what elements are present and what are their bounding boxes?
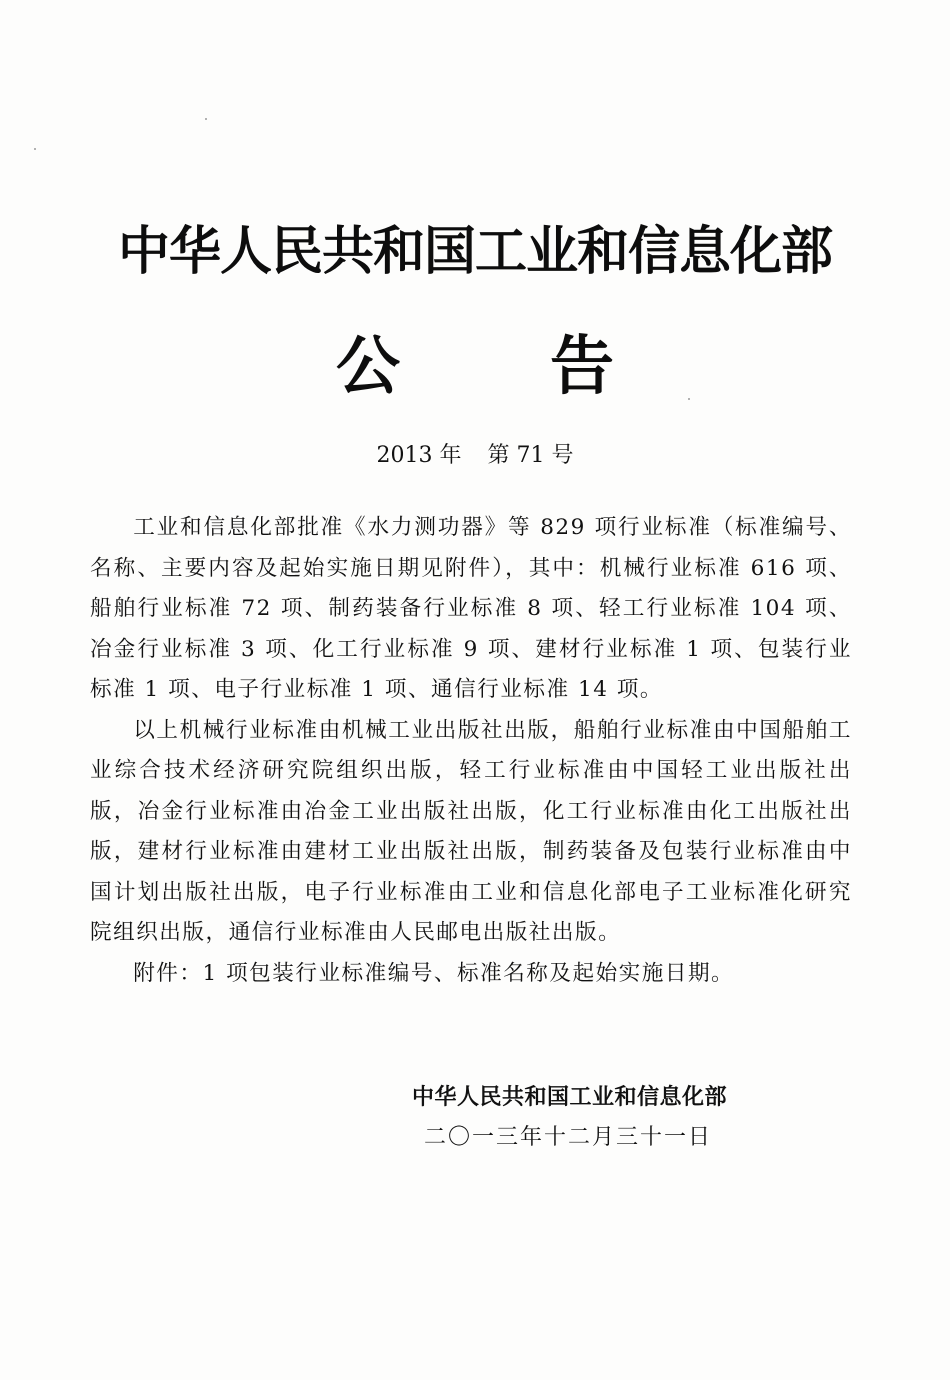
ministry-title: 中华人民共和国工业和信息化部: [117, 222, 832, 282]
notice-title-char-2: 告: [550, 330, 614, 404]
body-paragraph-2: 以上机械行业标准由机械工业出版社出版，船舶行业标准由中国船舶工业综合技术经济研究院组织出版，轻工行业标准由中国轻工业出版社出版，冶金行业标准由冶金工业出版社出版，化工行业标准由化工出版社出版，建材行业标准由建材工业出版社出版，制药装备及包装行业标准由中国计划出版社出版，电子行业标准由工业和信息化部电子工业标准化研究院组织出版，通信行业标准由人民邮电出版社出版。: [90, 717, 852, 945]
signature-organization: 中华人民共和国工业和信息化部: [412, 1085, 728, 1110]
issue-year: 2013 年: [376, 443, 462, 468]
issue-serial: 第 71 号: [487, 443, 574, 468]
signature-date: 二〇一三年十二月三十一日: [424, 1125, 713, 1150]
issue-number: [0, 438, 950, 474]
attachment-line: 附件：1 项包装行业标准编号、标准名称及起始实施日期。: [133, 960, 735, 986]
body-paragraph-1: 工业和信息化部批准《水力测功器》等 829 项行业标准（标准编号、名称、主要内容及起始实施日期见附件），其中：机械行业标准 616 项、船舶行业标准 72 项、制药装备行业标准 8 项、轻工行业标准 104 项、冶金行业标准 3 项、化工行业标准 9 项、建材行业标准 1 项、包装行业标准 1 项、电子行业标准 1 项、通信行业标准 14 项。: [90, 515, 852, 702]
notice-title: [0, 322, 950, 412]
scan-speck: [205, 118, 207, 120]
signature-block: [412, 1080, 792, 1156]
scan-speck: [34, 148, 36, 150]
notice-body: [90, 508, 852, 994]
notice-title-char-1: 公: [336, 330, 400, 404]
